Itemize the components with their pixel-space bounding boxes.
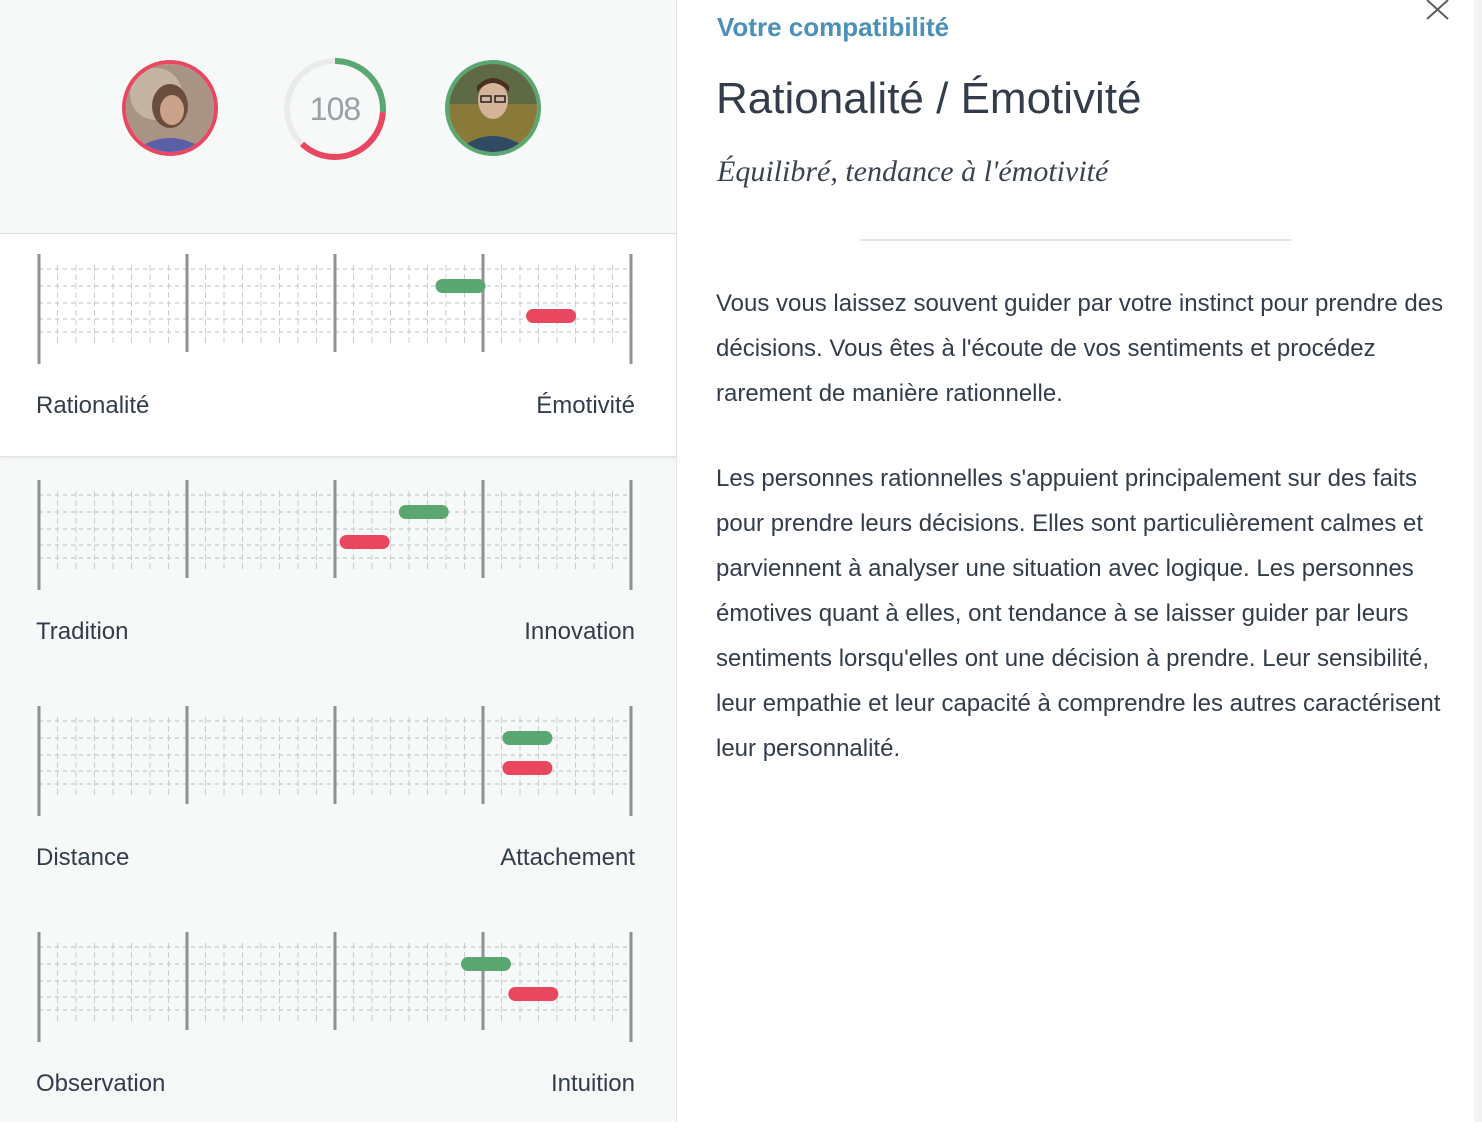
scale-left-label: Distance [36,844,130,871]
close-icon [1423,0,1453,22]
left-panel [0,0,677,1122]
compatibility-score-ring [282,56,388,162]
scale-tradition-innovation[interactable] [0,460,676,684]
match-avatar[interactable] [445,60,541,156]
detail-panel [677,0,1482,1122]
panel-eyebrow: Votre compatibilité [717,12,950,42]
scale-right-label: Innovation [524,618,635,645]
scale-track [0,460,676,590]
divider [860,239,1291,241]
scale-right-label: Attachement [500,844,635,871]
user-avatar-image [126,64,214,152]
trait-subtitle: Équilibré, tendance à l'émotivité [717,155,1109,188]
avatar-header [0,0,676,234]
scale-left-label: Rationalité [36,392,150,419]
trait-explanation: Les personnes rationnelles s'appuient principalement sur des faits pour prendre leurs décisions. Elles sont particulièrement calmes et parviennent à analyser une situation avec logique. Les personnes émotives quant à elles, ont tendance à se laisser guider par leurs sentiments lorsqu'elles ont une décision à prendre. Leur sensibilité, leur empathie et leur capacité à comprendre les autres caractérisent leur personnalité. [716,465,1441,762]
close-button[interactable] [1423,0,1453,22]
scale-track [0,234,676,364]
scale-track [0,912,676,1042]
scale-left-label: Tradition [36,618,129,645]
scale-right-label: Intuition [550,1070,635,1097]
background-edge [1474,0,1482,1122]
scale-distance-attachement[interactable] [0,686,676,910]
scale-left-label: Observation [36,1070,166,1097]
scale-observation-intuition[interactable] [0,912,676,1136]
compatibility-score: 108 [309,91,361,127]
trait-title: Rationalité / Émotivité [716,74,1142,123]
user-avatar[interactable] [122,60,218,156]
trait-description: Vous vous laissez souvent guider par votre instinct pour prendre des décisions. Vous êtes à l'écoute de vos sentiments et procédez rarement de manière rationnelle. [716,290,1444,407]
match-avatar-image [449,64,537,152]
scale-right-label: Émotivité [536,392,635,419]
scale-rationalite-emotivite[interactable] [0,234,676,457]
scale-track [0,686,676,816]
